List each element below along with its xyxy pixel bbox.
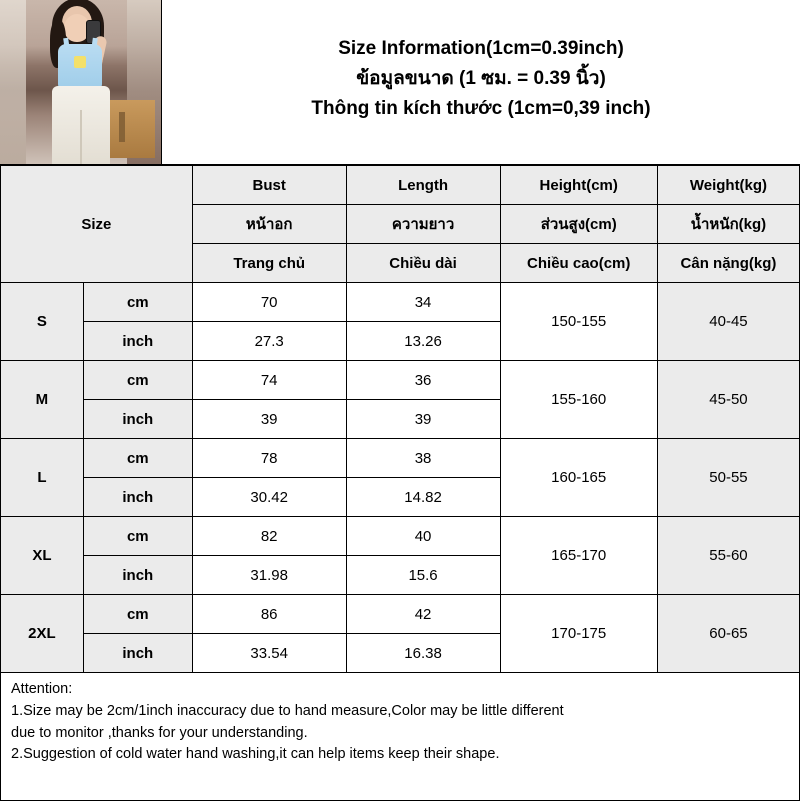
row-size-label-l: L	[1, 439, 84, 517]
attention-block	[0, 673, 800, 801]
cell-height-2xl: 170-175	[500, 595, 657, 673]
row-size-label-2xl: 2XL	[1, 595, 84, 673]
row-size-label-s: S	[1, 283, 84, 361]
row-unit-cm-m: cm	[83, 361, 192, 400]
cell-length-cm-l: 38	[346, 439, 500, 478]
header-weight-en: Weight(kg)	[657, 166, 799, 205]
header-bust-en: Bust	[192, 166, 346, 205]
cell-height-xl: 165-170	[500, 517, 657, 595]
cell-length-cm-2xl: 42	[346, 595, 500, 634]
photo-wall-left	[0, 0, 26, 164]
cell-weight-2xl: 60-65	[657, 595, 799, 673]
title-block	[162, 0, 800, 164]
cell-height-s: 150-155	[500, 283, 657, 361]
photo-top-logo	[74, 56, 86, 68]
attention-line-1: 1.Size may be 2cm/1inch inaccuracy due to hand measure,Color may be little different	[11, 702, 564, 719]
cell-bust-inch-xl: 31.98	[192, 556, 346, 595]
cell-bust-inch-s: 27.3	[192, 322, 346, 361]
cell-bust-cm-xl: 82	[192, 517, 346, 556]
header-weight-th: น้ำหนัก(kg)	[657, 205, 799, 244]
row-unit-inch-m: inch	[83, 400, 192, 439]
cell-bust-inch-m: 39	[192, 400, 346, 439]
table-row	[1, 517, 800, 556]
cell-weight-l: 50-55	[657, 439, 799, 517]
table-row	[1, 439, 800, 478]
header-length-th: ความยาว	[346, 205, 500, 244]
row-unit-inch-s: inch	[83, 322, 192, 361]
header	[0, 0, 800, 165]
photo-pants-seam	[80, 110, 82, 164]
row-unit-cm-s: cm	[83, 283, 192, 322]
title-line-th: ข้อมูลขนาด (1 ซม. = 0.39 นิ้ว)	[356, 68, 606, 90]
row-size-label-m: M	[1, 361, 84, 439]
cell-bust-inch-l: 30.42	[192, 478, 346, 517]
table-row	[1, 595, 800, 634]
size-table	[0, 165, 800, 673]
cell-bust-cm-2xl: 86	[192, 595, 346, 634]
cell-length-cm-m: 36	[346, 361, 500, 400]
cell-length-inch-l: 14.82	[346, 478, 500, 517]
header-size-word: Size	[1, 166, 193, 283]
header-length-en: Length	[346, 166, 500, 205]
cell-weight-m: 45-50	[657, 361, 799, 439]
table-header-row-en	[1, 166, 800, 205]
cell-bust-cm-m: 74	[192, 361, 346, 400]
header-bust-th: หน้าอก	[192, 205, 346, 244]
attention-heading: Attention:	[11, 681, 73, 697]
header-length-vi: Chiều dài	[346, 244, 500, 283]
cell-length-cm-s: 34	[346, 283, 500, 322]
cell-length-inch-m: 39	[346, 400, 500, 439]
cell-weight-xl: 55-60	[657, 517, 799, 595]
cell-length-inch-xl: 15.6	[346, 556, 500, 595]
cell-bust-cm-s: 70	[192, 283, 346, 322]
photo-boxes	[106, 100, 155, 158]
title-line-en: Size Information(1cm=0.39inch)	[338, 38, 624, 60]
cell-bust-cm-l: 78	[192, 439, 346, 478]
row-unit-inch-l: inch	[83, 478, 192, 517]
cell-length-cm-xl: 40	[346, 517, 500, 556]
cell-height-m: 155-160	[500, 361, 657, 439]
header-weight-vi: Cân nặng(kg)	[657, 244, 799, 283]
header-height-th: ส่วนสูง(cm)	[500, 205, 657, 244]
row-unit-inch-xl: inch	[83, 556, 192, 595]
cell-length-inch-s: 13.26	[346, 322, 500, 361]
header-bust-vi: Trang chủ	[192, 244, 346, 283]
header-height-vi: Chiều cao(cm)	[500, 244, 657, 283]
row-unit-cm-l: cm	[83, 439, 192, 478]
table-row	[1, 283, 800, 322]
attention-line-3: 2.Suggestion of cold water hand washing,it can help items keep their shape.	[11, 746, 500, 763]
cell-height-l: 160-165	[500, 439, 657, 517]
cell-length-inch-2xl: 16.38	[346, 634, 500, 673]
attention-line-2: due to monitor ,thanks for your understanding.	[11, 724, 308, 741]
header-height-en: Height(cm)	[500, 166, 657, 205]
product-photo	[0, 0, 162, 164]
table-row	[1, 361, 800, 400]
cell-weight-s: 40-45	[657, 283, 799, 361]
row-unit-cm-xl: cm	[83, 517, 192, 556]
row-unit-cm-2xl: cm	[83, 595, 192, 634]
cell-bust-inch-2xl: 33.54	[192, 634, 346, 673]
row-size-label-xl: XL	[1, 517, 84, 595]
row-unit-inch-2xl: inch	[83, 634, 192, 673]
title-line-vi: Thông tin kích thước (1cm=0,39 inch)	[311, 97, 651, 119]
